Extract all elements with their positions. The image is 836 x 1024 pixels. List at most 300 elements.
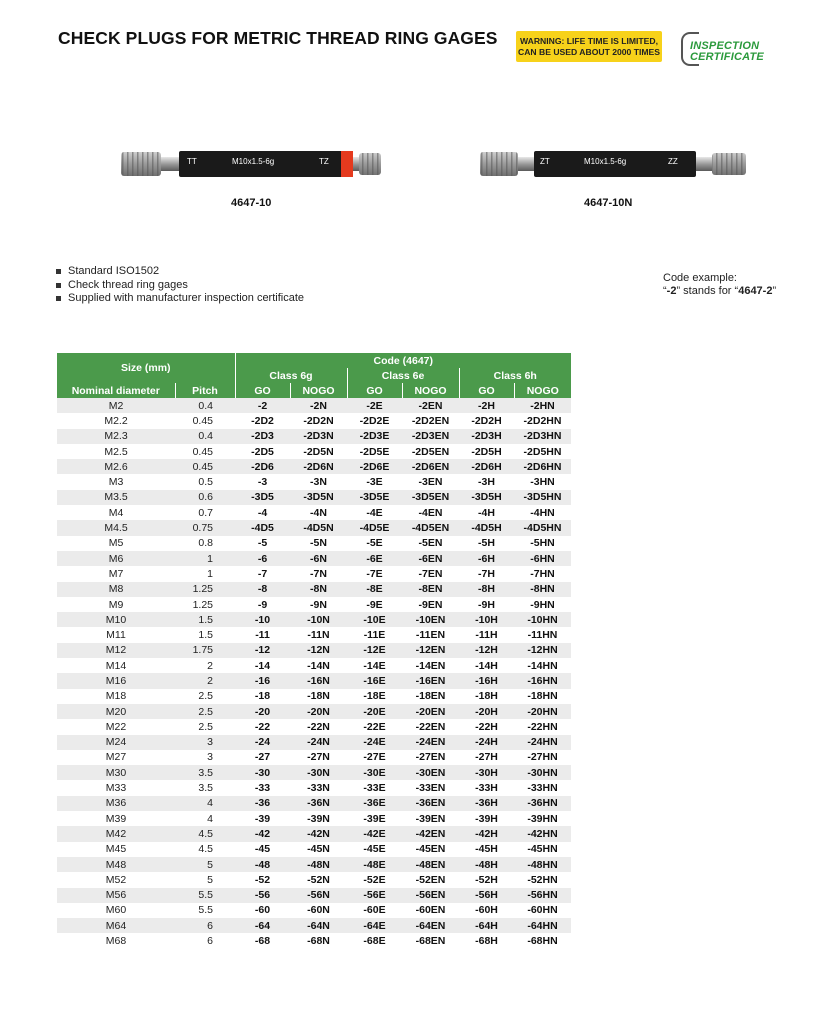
table-row — [57, 719, 571, 734]
class-6g-go-cell: -20 — [235, 704, 290, 719]
class-6e-go-cell: -14E — [347, 658, 402, 673]
class-6e-nogo-cell: -52EN — [402, 872, 459, 887]
table-row — [57, 857, 571, 872]
class-6h-go-cell: -5H — [459, 536, 514, 551]
class-6h-nogo-cell: -68HN — [514, 933, 571, 948]
class-6h-go-cell: -36H — [459, 796, 514, 811]
gauge1-size-mark: M10x1.5-6g — [232, 157, 275, 166]
class-6e-nogo-cell: -45EN — [402, 842, 459, 857]
table-row — [57, 413, 571, 428]
class-6e-go-cell: -22E — [347, 719, 402, 734]
class-6g-nogo-cell: -2D5N — [290, 444, 347, 459]
feature-item: Supplied with manufacturer inspection certificate — [56, 292, 304, 306]
class-6e-go-cell: -24E — [347, 735, 402, 750]
nominal-diameter-cell: M16 — [57, 673, 175, 688]
class-6h-go-cell: -33H — [459, 780, 514, 795]
class-6e-go-cell: -2D6E — [347, 459, 402, 474]
pitch-cell: 2.5 — [175, 704, 235, 719]
class-6g-nogo-cell: -2D2N — [290, 413, 347, 428]
class-6g-nogo-cell: -2D6N — [290, 459, 347, 474]
table-row — [57, 474, 571, 489]
class-6h-go-cell: -9H — [459, 597, 514, 612]
class-6e-go-cell: -10E — [347, 612, 402, 627]
table-row — [57, 444, 571, 459]
nominal-diameter-cell: M64 — [57, 918, 175, 933]
class-6g-go-cell: -22 — [235, 719, 290, 734]
class-6h-go-cell: -16H — [459, 673, 514, 688]
class-6g-nogo-cell: -27N — [290, 750, 347, 765]
nominal-diameter-cell: M2.2 — [57, 413, 175, 428]
class-6g-nogo-cell: -20N — [290, 704, 347, 719]
class-6e-nogo-cell: -6EN — [402, 551, 459, 566]
class-6e-nogo-cell: -14EN — [402, 658, 459, 673]
class-6h-go-cell: -2D3H — [459, 429, 514, 444]
class-6e-go-cell: -16E — [347, 673, 402, 688]
class-6g-nogo-cell: -52N — [290, 872, 347, 887]
class-6g-nogo-cell: -3D5N — [290, 490, 347, 505]
class-6g-go-cell: -68 — [235, 933, 290, 948]
class-6e-go-cell: -12E — [347, 643, 402, 658]
class-6e-go-cell: -33E — [347, 780, 402, 795]
class-6e-nogo-cell: -30EN — [402, 765, 459, 780]
nominal-diameter-cell: M68 — [57, 933, 175, 948]
table-row — [57, 627, 571, 642]
table-row — [57, 704, 571, 719]
pitch-cell: 5.5 — [175, 903, 235, 918]
class-6g-go-cell: -11 — [235, 627, 290, 642]
pitch-cell: 0.75 — [175, 520, 235, 535]
nominal-diameter-cell: M30 — [57, 765, 175, 780]
class-6g-nogo-cell: -39N — [290, 811, 347, 826]
pitch-cell: 0.45 — [175, 444, 235, 459]
class-6e-nogo-cell: -27EN — [402, 750, 459, 765]
code-example-text: “-2” stands for “4647-2” — [663, 284, 777, 297]
pitch-header: Pitch — [175, 383, 235, 398]
nominal-diameter-cell: M36 — [57, 796, 175, 811]
nominal-diameter-cell: M8 — [57, 582, 175, 597]
class-6h-nogo-cell: -20HN — [514, 704, 571, 719]
class-6h-nogo-cell: -2D5HN — [514, 444, 571, 459]
table-row — [57, 750, 571, 765]
class-6h-go-cell: -52H — [459, 872, 514, 887]
pitch-cell: 3.5 — [175, 765, 235, 780]
class-6h-nogo-cell: -52HN — [514, 872, 571, 887]
class-6g-nogo-cell: -3N — [290, 474, 347, 489]
table-row — [57, 597, 571, 612]
class-6g-nogo-cell: -24N — [290, 735, 347, 750]
class-6g-nogo-cell: -42N — [290, 826, 347, 841]
class-6g-nogo-cell: -6N — [290, 551, 347, 566]
class-6g-go-cell: -45 — [235, 842, 290, 857]
class-6g-go-cell: -52 — [235, 872, 290, 887]
pitch-cell: 2 — [175, 658, 235, 673]
table-row — [57, 582, 571, 597]
class-6e-go-cell: -52E — [347, 872, 402, 887]
class-6e-go-cell: -42E — [347, 826, 402, 841]
class-6h-nogo-cell: -8HN — [514, 582, 571, 597]
class-6h-nogo-cell: -36HN — [514, 796, 571, 811]
code-table — [57, 353, 571, 949]
table-row — [57, 918, 571, 933]
nominal-diameter-cell: M48 — [57, 857, 175, 872]
pitch-cell: 1.75 — [175, 643, 235, 658]
feature-list — [56, 265, 304, 306]
class-6g-nogo-cell: -2D3N — [290, 429, 347, 444]
class-6h-go-cell: -8H — [459, 582, 514, 597]
class-6g-go-cell: -56 — [235, 888, 290, 903]
nominal-diameter-cell: M52 — [57, 872, 175, 887]
nominal-diameter-cell: M14 — [57, 658, 175, 673]
class-6g-nogo-cell: -4N — [290, 505, 347, 520]
class-6g-nogo-cell: -9N — [290, 597, 347, 612]
class-6h-nogo-cell: -14HN — [514, 658, 571, 673]
table-row — [57, 658, 571, 673]
pitch-cell: 1.5 — [175, 612, 235, 627]
product-id-2: 4647-10N — [584, 197, 633, 209]
class-6h-go-cell: -2D2H — [459, 413, 514, 428]
class-6e-nogo-cell: -39EN — [402, 811, 459, 826]
class-6h-nogo-cell: -64HN — [514, 918, 571, 933]
class-6e-header: Class 6e — [347, 368, 459, 383]
class-6h-go-cell: -45H — [459, 842, 514, 857]
nominal-diameter-cell: M42 — [57, 826, 175, 841]
class-6e-go-cell: -27E — [347, 750, 402, 765]
class-6h-nogo-cell: -9HN — [514, 597, 571, 612]
class-6e-nogo-cell: -8EN — [402, 582, 459, 597]
class-6h-nogo-cell: -2D2HN — [514, 413, 571, 428]
plug-gauge-image-2 — [478, 146, 748, 182]
class-6e-go-cell: -56E — [347, 888, 402, 903]
class-6e-go-cell: -2D5E — [347, 444, 402, 459]
class-6h-nogo-cell: -16HN — [514, 673, 571, 688]
class-6g-go-cell: -6 — [235, 551, 290, 566]
class-6h-nogo-cell: -11HN — [514, 627, 571, 642]
gauge1-left-mark: TT — [187, 157, 197, 166]
class-6g-go-cell: -3D5 — [235, 490, 290, 505]
class-6h-nogo-cell: -2D3HN — [514, 429, 571, 444]
class-6e-nogo-cell: -42EN — [402, 826, 459, 841]
class-6e-nogo-cell: -2EN — [402, 398, 459, 413]
nominal-diameter-cell: M6 — [57, 551, 175, 566]
size-header: Size (mm) — [57, 353, 235, 383]
class-6e-go-cell: -2D2E — [347, 413, 402, 428]
class-6e-go-cell: -4D5E — [347, 520, 402, 535]
class-6g-nogo-cell: -11N — [290, 627, 347, 642]
class-6e-nogo-cell: -18EN — [402, 689, 459, 704]
nominal-diameter-cell: M3.5 — [57, 490, 175, 505]
class-6g-nogo-cell: -45N — [290, 842, 347, 857]
table-row — [57, 429, 571, 444]
feature-item: Standard ISO1502 — [56, 265, 304, 279]
nogo-header: NOGO — [402, 383, 459, 398]
table-row — [57, 459, 571, 474]
nominal-diameter-cell: M2.6 — [57, 459, 175, 474]
code-header: Code (4647) — [235, 353, 571, 368]
go-header: GO — [235, 383, 290, 398]
class-6g-go-cell: -33 — [235, 780, 290, 795]
table-row — [57, 689, 571, 704]
class-6h-go-cell: -12H — [459, 643, 514, 658]
pitch-cell: 0.4 — [175, 429, 235, 444]
class-6g-go-cell: -39 — [235, 811, 290, 826]
logo-text-line-1: INSPECTION — [690, 40, 760, 52]
class-6e-nogo-cell: -64EN — [402, 918, 459, 933]
feature-item: Check thread ring gages — [56, 279, 304, 293]
nominal-diameter-cell: M20 — [57, 704, 175, 719]
class-6g-nogo-cell: -56N — [290, 888, 347, 903]
table-row — [57, 842, 571, 857]
class-6e-go-cell: -3E — [347, 474, 402, 489]
nominal-diameter-cell: M45 — [57, 842, 175, 857]
class-6e-go-cell: -20E — [347, 704, 402, 719]
pitch-cell: 5 — [175, 872, 235, 887]
class-6h-nogo-cell: -6HN — [514, 551, 571, 566]
class-6g-nogo-cell: -7N — [290, 566, 347, 581]
class-6e-go-cell: -4E — [347, 505, 402, 520]
class-6e-go-cell: -64E — [347, 918, 402, 933]
class-6e-go-cell: -30E — [347, 765, 402, 780]
class-6g-go-cell: -18 — [235, 689, 290, 704]
class-6h-nogo-cell: -60HN — [514, 903, 571, 918]
nominal-diameter-cell: M4 — [57, 505, 175, 520]
class-6e-go-cell: -9E — [347, 597, 402, 612]
class-6h-go-cell: -20H — [459, 704, 514, 719]
inspection-certificate-logo — [681, 30, 781, 66]
code-example-label: Code example: — [663, 272, 737, 284]
class-6g-go-cell: -42 — [235, 826, 290, 841]
class-6h-go-cell: -27H — [459, 750, 514, 765]
warning-badge — [516, 31, 662, 62]
nominal-diameter-cell: M7 — [57, 566, 175, 581]
class-6e-nogo-cell: -33EN — [402, 780, 459, 795]
class-6h-go-cell: -3H — [459, 474, 514, 489]
class-6e-go-cell: -39E — [347, 811, 402, 826]
gauge2-left-mark: ZT — [540, 157, 550, 166]
class-6h-go-cell: -6H — [459, 551, 514, 566]
table-row — [57, 490, 571, 505]
warning-line-1: WARNING: LIFE TIME IS LIMITED, — [520, 35, 658, 46]
class-6h-go-cell: -42H — [459, 826, 514, 841]
class-6h-go-cell: -11H — [459, 627, 514, 642]
gauge2-right-mark: ZZ — [668, 157, 678, 166]
class-6g-go-cell: -30 — [235, 765, 290, 780]
class-6g-nogo-cell: -33N — [290, 780, 347, 795]
class-6e-nogo-cell: -60EN — [402, 903, 459, 918]
nominal-diameter-cell: M9 — [57, 597, 175, 612]
class-6g-nogo-cell: -48N — [290, 857, 347, 872]
pitch-cell: 1 — [175, 566, 235, 581]
class-6g-nogo-cell: -2N — [290, 398, 347, 413]
table-row — [57, 673, 571, 688]
class-6h-nogo-cell: -10HN — [514, 612, 571, 627]
class-6h-nogo-cell: -7HN — [514, 566, 571, 581]
class-6g-nogo-cell: -12N — [290, 643, 347, 658]
class-6h-nogo-cell: -30HN — [514, 765, 571, 780]
class-6e-nogo-cell: -2D5EN — [402, 444, 459, 459]
warning-line-2: CAN BE USED ABOUT 2000 TIMES — [518, 46, 660, 57]
nominal-diameter-cell: M60 — [57, 903, 175, 918]
class-6g-go-cell: -3 — [235, 474, 290, 489]
class-6e-nogo-cell: -56EN — [402, 888, 459, 903]
pitch-cell: 0.7 — [175, 505, 235, 520]
class-6h-go-cell: -64H — [459, 918, 514, 933]
pitch-cell: 4.5 — [175, 842, 235, 857]
class-6g-nogo-cell: -8N — [290, 582, 347, 597]
class-6e-go-cell: -68E — [347, 933, 402, 948]
nominal-diameter-cell: M5 — [57, 536, 175, 551]
class-6g-nogo-cell: -16N — [290, 673, 347, 688]
nominal-diameter-cell: M27 — [57, 750, 175, 765]
pitch-cell: 1.5 — [175, 627, 235, 642]
class-6h-go-cell: -2D6H — [459, 459, 514, 474]
nogo-header: NOGO — [514, 383, 571, 398]
class-6e-nogo-cell: -9EN — [402, 597, 459, 612]
nominal-diameter-cell: M12 — [57, 643, 175, 658]
pitch-cell: 6 — [175, 933, 235, 948]
class-6h-go-cell: -10H — [459, 612, 514, 627]
class-6h-nogo-cell: -22HN — [514, 719, 571, 734]
table-row — [57, 888, 571, 903]
class-6e-nogo-cell: -22EN — [402, 719, 459, 734]
class-6e-nogo-cell: -48EN — [402, 857, 459, 872]
class-6g-nogo-cell: -14N — [290, 658, 347, 673]
pitch-cell: 6 — [175, 918, 235, 933]
class-6g-go-cell: -24 — [235, 735, 290, 750]
pitch-cell: 3 — [175, 750, 235, 765]
class-6h-nogo-cell: -3HN — [514, 474, 571, 489]
class-6h-go-cell: -7H — [459, 566, 514, 581]
code-example — [663, 272, 776, 297]
nominal-diameter-cell: M2.3 — [57, 429, 175, 444]
nominal-diameter-cell: M33 — [57, 780, 175, 795]
pitch-cell: 2.5 — [175, 689, 235, 704]
class-6e-nogo-cell: -16EN — [402, 673, 459, 688]
class-6g-go-cell: -12 — [235, 643, 290, 658]
class-6h-nogo-cell: -3D5HN — [514, 490, 571, 505]
class-6g-go-cell: -8 — [235, 582, 290, 597]
class-6h-go-cell: -56H — [459, 888, 514, 903]
class-6e-nogo-cell: -3D5EN — [402, 490, 459, 505]
class-6e-nogo-cell: -7EN — [402, 566, 459, 581]
class-6h-header: Class 6h — [459, 368, 571, 383]
pitch-cell: 0.5 — [175, 474, 235, 489]
class-6g-nogo-cell: -18N — [290, 689, 347, 704]
nominal-diameter-header: Nominal diameter — [57, 383, 175, 398]
class-6g-go-cell: -60 — [235, 903, 290, 918]
class-6g-go-cell: -14 — [235, 658, 290, 673]
class-6h-nogo-cell: -5HN — [514, 536, 571, 551]
class-6h-nogo-cell: -4D5HN — [514, 520, 571, 535]
table-row — [57, 643, 571, 658]
class-6g-go-cell: -2D5 — [235, 444, 290, 459]
class-6g-go-cell: -9 — [235, 597, 290, 612]
class-6h-nogo-cell: -2HN — [514, 398, 571, 413]
class-6e-nogo-cell: -4EN — [402, 505, 459, 520]
class-6e-go-cell: -36E — [347, 796, 402, 811]
class-6g-go-cell: -4D5 — [235, 520, 290, 535]
class-6g-go-cell: -4 — [235, 505, 290, 520]
class-6h-go-cell: -60H — [459, 903, 514, 918]
nominal-diameter-cell: M22 — [57, 719, 175, 734]
nominal-diameter-cell: M18 — [57, 689, 175, 704]
class-6g-nogo-cell: -68N — [290, 933, 347, 948]
class-6g-go-cell: -36 — [235, 796, 290, 811]
gauge1-right-mark: TZ — [319, 157, 329, 166]
class-6h-go-cell: -2H — [459, 398, 514, 413]
logo-text-line-2: CERTIFICATE — [690, 51, 764, 63]
class-6e-nogo-cell: -4D5EN — [402, 520, 459, 535]
class-6h-go-cell: -24H — [459, 735, 514, 750]
class-6h-nogo-cell: -33HN — [514, 780, 571, 795]
nominal-diameter-cell: M39 — [57, 811, 175, 826]
nominal-diameter-cell: M10 — [57, 612, 175, 627]
class-6h-nogo-cell: -12HN — [514, 643, 571, 658]
class-6g-header: Class 6g — [235, 368, 347, 383]
table-row — [57, 780, 571, 795]
class-6g-nogo-cell: -22N — [290, 719, 347, 734]
class-6e-nogo-cell: -2D3EN — [402, 429, 459, 444]
table-row — [57, 536, 571, 551]
pitch-cell: 0.45 — [175, 459, 235, 474]
class-6h-nogo-cell: -2D6HN — [514, 459, 571, 474]
plug-gauge-image-1 — [119, 146, 383, 182]
class-6e-nogo-cell: -12EN — [402, 643, 459, 658]
class-6e-nogo-cell: -5EN — [402, 536, 459, 551]
class-6h-go-cell: -22H — [459, 719, 514, 734]
class-6e-go-cell: -18E — [347, 689, 402, 704]
pitch-cell: 0.45 — [175, 413, 235, 428]
pitch-cell: 5.5 — [175, 888, 235, 903]
nominal-diameter-cell: M2.5 — [57, 444, 175, 459]
class-6e-go-cell: -2D3E — [347, 429, 402, 444]
class-6h-go-cell: -39H — [459, 811, 514, 826]
class-6e-nogo-cell: -11EN — [402, 627, 459, 642]
pitch-cell: 2 — [175, 673, 235, 688]
product-id-1: 4647-10 — [231, 197, 272, 209]
pitch-cell: 5 — [175, 857, 235, 872]
nominal-diameter-cell: M24 — [57, 735, 175, 750]
class-6e-go-cell: -6E — [347, 551, 402, 566]
class-6h-nogo-cell: -48HN — [514, 857, 571, 872]
class-6g-go-cell: -64 — [235, 918, 290, 933]
pitch-cell: 4 — [175, 811, 235, 826]
class-6g-nogo-cell: -60N — [290, 903, 347, 918]
class-6e-nogo-cell: -3EN — [402, 474, 459, 489]
bullet-icon — [56, 269, 61, 274]
class-6e-go-cell: -8E — [347, 582, 402, 597]
class-6e-go-cell: -7E — [347, 566, 402, 581]
nogo-header: NOGO — [290, 383, 347, 398]
table-row — [57, 551, 571, 566]
nominal-diameter-cell: M4.5 — [57, 520, 175, 535]
class-6e-nogo-cell: -2D2EN — [402, 413, 459, 428]
class-6g-nogo-cell: -36N — [290, 796, 347, 811]
class-6e-go-cell: -48E — [347, 857, 402, 872]
class-6h-go-cell: -48H — [459, 857, 514, 872]
class-6e-go-cell: -60E — [347, 903, 402, 918]
go-header: GO — [459, 383, 514, 398]
pitch-cell: 0.6 — [175, 490, 235, 505]
class-6e-nogo-cell: -10EN — [402, 612, 459, 627]
table-row — [57, 765, 571, 780]
table-row — [57, 811, 571, 826]
class-6e-nogo-cell: -2D6EN — [402, 459, 459, 474]
bullet-icon — [56, 283, 61, 288]
class-6g-go-cell: -5 — [235, 536, 290, 551]
class-6h-go-cell: -4H — [459, 505, 514, 520]
class-6e-go-cell: -11E — [347, 627, 402, 642]
pitch-cell: 1 — [175, 551, 235, 566]
